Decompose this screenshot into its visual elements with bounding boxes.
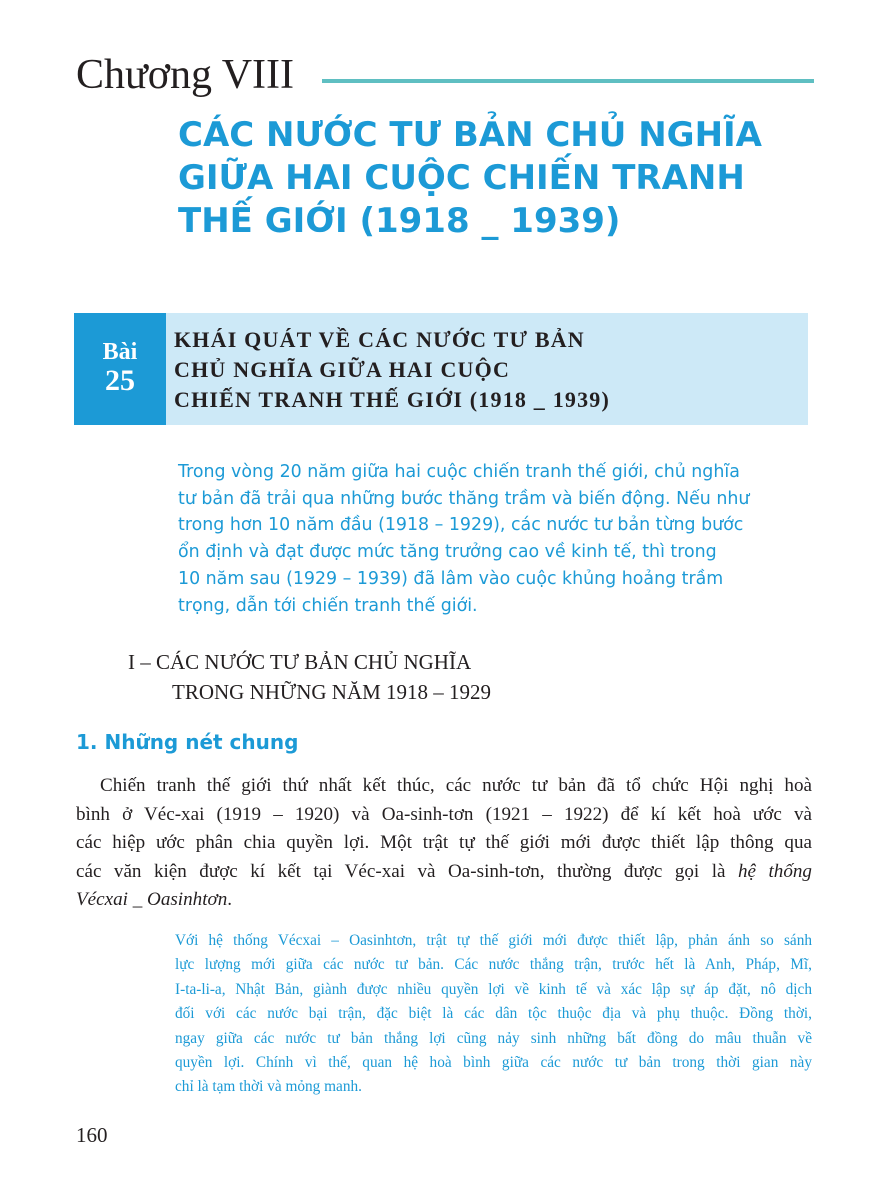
lesson-title-line: KHÁI QUÁT VỀ CÁC NƯỚC TƯ BẢN	[174, 327, 585, 352]
chapter-label: Chương VIII	[76, 52, 295, 98]
chapter-title-line: GIỮA HAI CUỘC CHIẾN TRANH	[178, 158, 745, 198]
note-line: lực lượng mới giữa các nước tư bản. Các nước thắng trận, trước hết là Anh, Pháp, Mĩ,	[175, 956, 812, 974]
body-italic-term: Vécxai _ Oasinhtơn	[76, 889, 228, 910]
body-line: các hiệp ước phân chia quyền lợi. Một trật tự thế giới mới được thiết lập thông qua	[76, 832, 812, 853]
intro-line: tư bản đã trải qua những bước thăng trầm và biến động. Nếu như	[178, 488, 750, 509]
page-number: 160	[76, 1123, 108, 1147]
note-line: Với hệ thống Vécxai – Oasinhtơn, trật tự thế giới mới được thiết lập, phản ánh so sánh	[175, 932, 812, 949]
note-line: đối với các nước bại trận, đặc biệt là các dân tộc thuộc địa và phụ thuộc. Đồng thời,	[175, 1005, 812, 1023]
body-text: các văn kiện được kí kết tại Véc-xai và Oa-sinh-tơn, thường được gọi là	[76, 860, 726, 882]
body-text: .	[227, 889, 233, 910]
lesson-title-line: CHỦ NGHĨA GIỮA HAI CUỘC	[174, 357, 511, 382]
lesson-number-box	[74, 313, 166, 425]
subheading: 1. Những nét chung	[76, 730, 299, 754]
intro-line: Trong vòng 20 năm giữa hai cuộc chiến tranh thế giới, chủ nghĩa	[178, 462, 740, 482]
section-heading-line: TRONG NHỮNG NĂM 1918 – 1929	[172, 680, 492, 704]
body-line: Chiến tranh thế giới thứ nhất kết thúc, các nước tư bản đã tổ chức Hội nghị hoà	[100, 775, 812, 796]
chapter-title-line: CÁC NƯỚC TƯ BẢN CHỦ NGHĨA	[178, 115, 762, 155]
intro-line: trọng, dẫn tới chiến tranh thế giới.	[178, 595, 478, 616]
note-line: ngay giữa các nước tư bản thắng lợi cũng nảy sinh những bất đồng do mâu thuẫn về	[175, 1029, 812, 1047]
chapter-title-line: THẾ GIỚI (1918 _ 1939)	[178, 201, 621, 241]
note-line: quyền lợi. Chính vì thế, quan hệ hoà bình giữa các nước tư bản trong thời gian này	[175, 1054, 812, 1072]
chapter-title	[178, 114, 828, 243]
lesson-banner	[74, 313, 808, 425]
section-heading	[128, 647, 728, 707]
intro-paragraph	[178, 459, 812, 619]
body-line: bình ở Véc-xai (1919 – 1920) và Oa-sinh-tơn (1921 – 1922) để kí kết hoà ước và	[76, 803, 812, 825]
section-heading-line: I – CÁC NƯỚC TƯ BẢN CHỦ NGHĨA	[128, 650, 472, 674]
body-italic-term: hệ thống	[737, 860, 812, 882]
body-line	[76, 858, 812, 887]
intro-line: trong hơn 10 năm đầu (1918 – 1929), các nước tư bản từng bước	[178, 515, 744, 536]
chapter-rule	[322, 79, 814, 83]
body-paragraph	[76, 772, 812, 915]
body-line	[76, 886, 812, 915]
lesson-number: 25	[105, 364, 135, 397]
lesson-word: Bài	[102, 339, 138, 365]
note-line: chỉ là tạm thời và mỏng manh.	[175, 1078, 362, 1096]
intro-line: ổn định và đạt được mức tăng trưởng cao về kinh tế, thì trong	[178, 542, 717, 563]
note-line: I-ta-li-a, Nhật Bản, giành được nhiều quyền lợi về kinh tế và xác lập sự áp đặt, nô dịch	[175, 980, 812, 998]
chapter-header	[76, 50, 814, 100]
lesson-title	[174, 325, 804, 415]
intro-line: 10 năm sau (1929 – 1939) đã lâm vào cuộc khủng hoảng trầm	[178, 568, 724, 589]
lesson-title-line: CHIẾN TRANH THẾ GIỚI (1918 _ 1939)	[174, 387, 611, 412]
note-paragraph	[175, 929, 812, 1100]
